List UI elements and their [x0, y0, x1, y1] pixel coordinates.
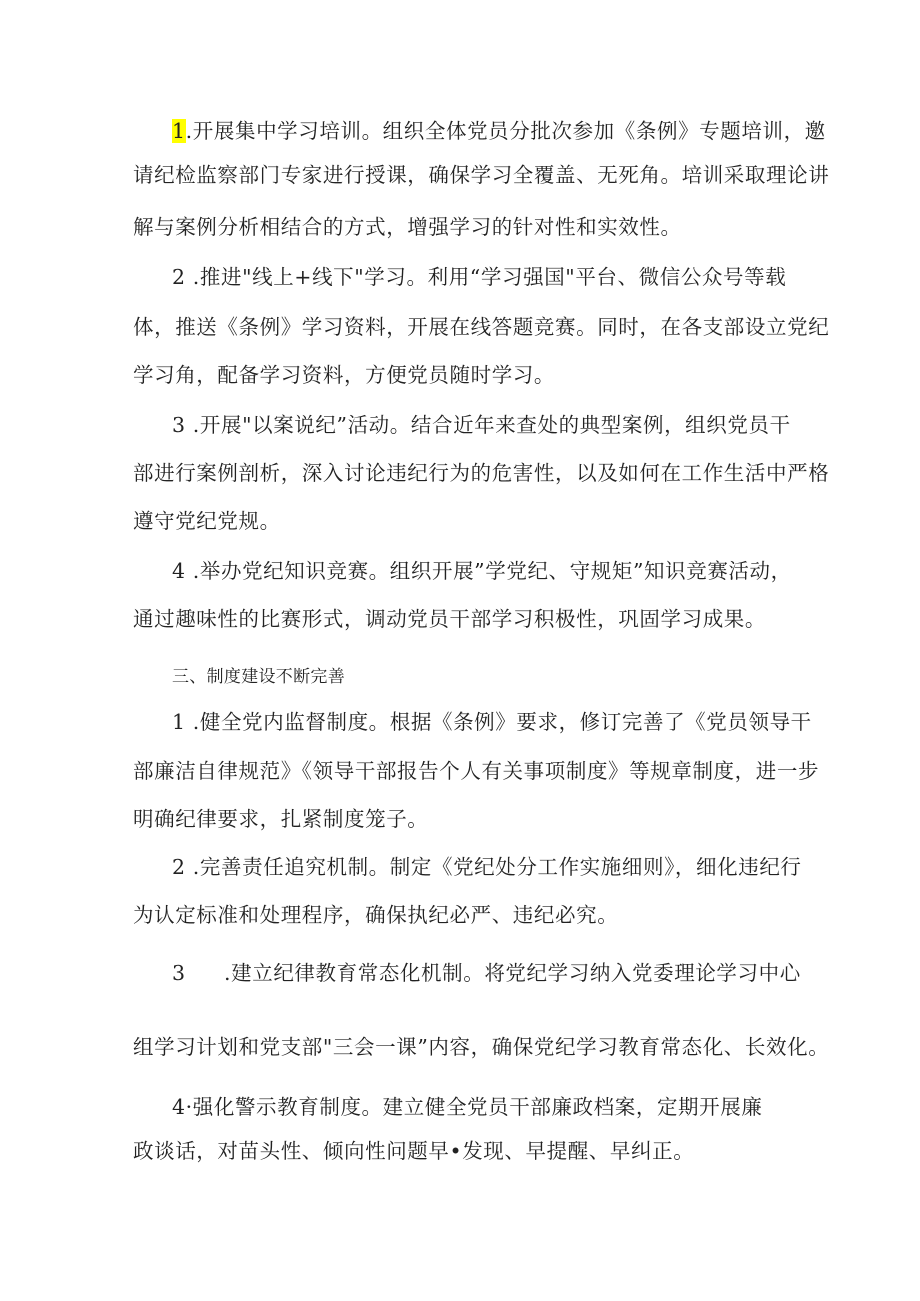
- paragraph-2-line-1: 2 .推进"线上+线下"学习。利用“学习强国"平台、微信公众号等载: [172, 265, 787, 289]
- paragraph-1-line-2: 请纪检监察部门专家进行授课，确保学习全覆盖、无死角。培训采取理论讲: [133, 163, 830, 187]
- paragraph-6-line-2: 为认定标准和处理程序，确保执纪必严、违纪必究。: [133, 903, 619, 927]
- paragraph-8-line-2: 政谈话，对苗头性、倾向性问题早•发现、早提醒、早纠正。: [133, 1139, 695, 1163]
- paragraph-6-line-1: 2 .完善责任追究机制。制定《党纪处分工作实施细则》，细化违纪行: [172, 855, 802, 879]
- paragraph-3-line-2: 部进行案例剖析，深入讨论违纪行为的危害性，以及如何在工作生活中严格: [133, 461, 830, 485]
- highlighted-number: 1: [172, 119, 186, 143]
- paragraph-3-line-3: 遵守党纪党规。: [133, 509, 281, 533]
- paragraph-4-line-1: 4 .举办党纪知识竞赛。组织开展”学党纪、守规矩”知识竞赛活动，: [172, 559, 792, 583]
- paragraph-3-line-1: 3 .开展"以案说纪”活动。结合近年来查处的典型案例，组织党员干: [172, 413, 791, 437]
- paragraph-5-line-2: 部廉洁自律规范》《领导干部报告个人有关事项制度》等规章制度，进一步: [133, 759, 820, 783]
- paragraph-7-number: 3: [172, 961, 186, 985]
- paragraph-7-line-2: 组学习计划和党支部"三会一课”内容，确保党纪学习教育常态化、长效化。: [133, 1035, 830, 1059]
- paragraph-2-line-3: 学习角，配备学习资料，方便党员随时学习。: [133, 363, 555, 387]
- paragraph-7-line-1: .建立纪律教育常态化机制。将党纪学习纳入党委理论学习中心: [224, 961, 801, 985]
- paragraph-1-line-1: [172, 116, 826, 146]
- paragraph-5-line-1: 1 .健全党内监督制度。根据《条例》要求，修订完善了《党员领导干: [172, 710, 812, 734]
- paragraph-8-line-1: 4·强化警示教育制度。建立健全党员干部廉政档案，定期开展廉: [172, 1095, 763, 1119]
- paragraph-2-line-2: 体，推送《条例》学习资料，开展在线答题竞赛。同时，在各支部设立党纪: [133, 315, 830, 339]
- paragraph-4-line-2: 通过趣味性的比赛形式，调动党员干部学习积极性，巩固学习成果。: [133, 607, 766, 631]
- section-heading: 三、制度建设不断完善: [172, 667, 345, 687]
- paragraph-1-line-3: 解与案例分析相结合的方式，增强学习的针对性和实效性。: [133, 215, 682, 239]
- paragraph-1-text: .开展集中学习培训。组织全体党员分批次参加《条例》专题培训，邀: [185, 119, 826, 143]
- paragraph-5-line-3: 明确纪律要求，扎紧制度笼子。: [133, 807, 429, 831]
